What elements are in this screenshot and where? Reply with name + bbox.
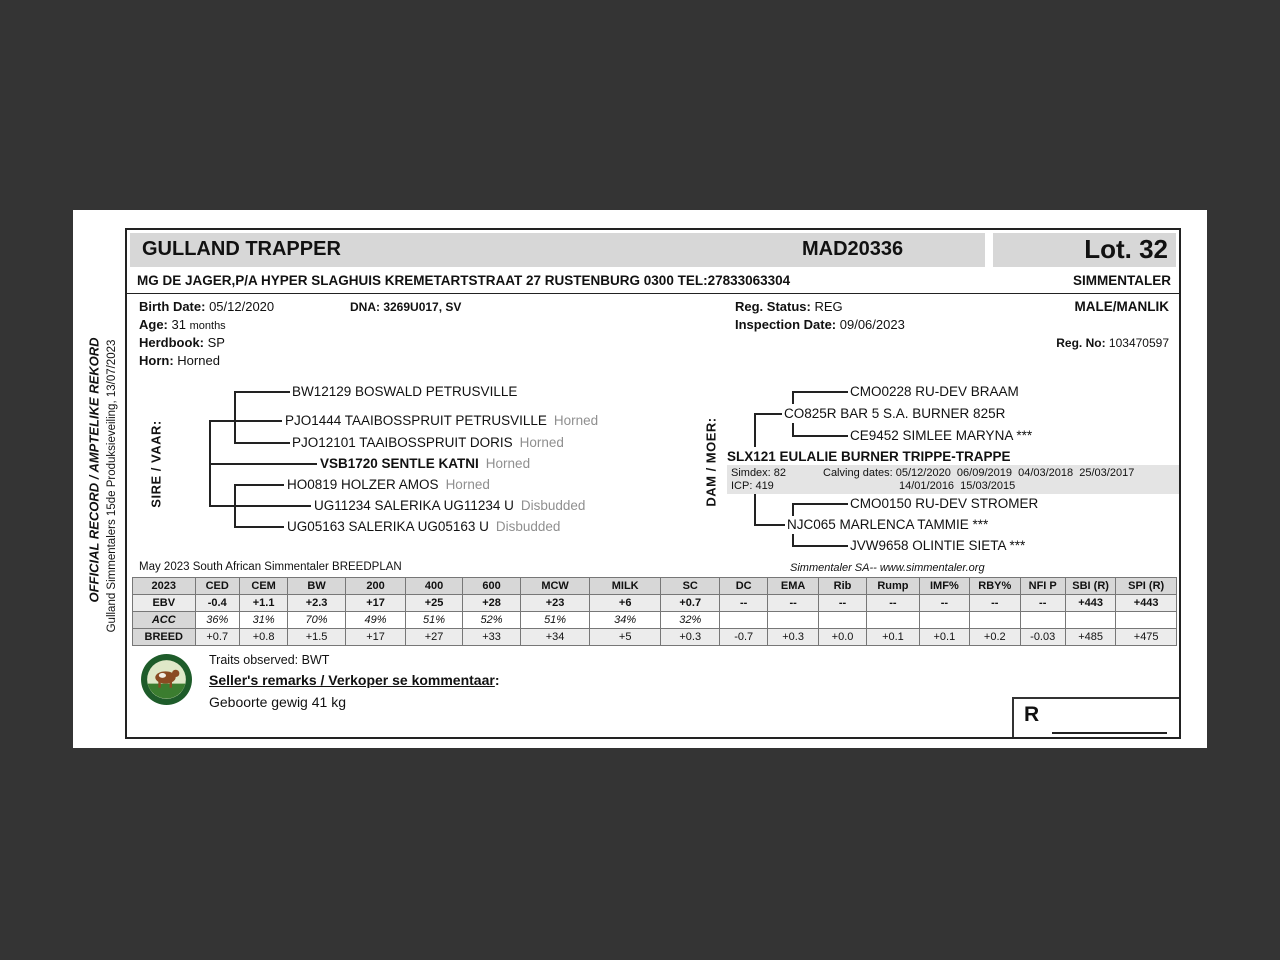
breedplan-col-DC: DC [719,578,767,595]
breedplan-col-2023: 2023 [133,578,196,595]
breedplan-row-BREED [133,629,1177,646]
animal-name: CE9452 SIMLEE MARYNA *** [850,428,1033,443]
animal-name: BW12129 BOSWALD PETRUSVILLE [292,384,518,399]
breedplan-cell [768,612,818,629]
breedplan-col-SBI-R-: SBI (R) [1065,578,1115,595]
breedplan-col-200: 200 [345,578,406,595]
breedplan-cell: +0.7 [195,629,239,646]
horn-status: Disbudded [520,498,586,513]
pedigree-entry [314,498,585,513]
dam-info-box [727,465,1179,494]
animal-name-title: GULLAND TRAPPER [142,238,341,260]
pedigree-entry [285,413,598,428]
breedplan-row-label: EBV [133,595,196,612]
price-box [1012,697,1179,737]
horn-status: Disbudded [495,519,561,534]
breedplan-cell: +33 [462,629,521,646]
breedplan-cell: 31% [239,612,287,629]
breedplan-cell: -- [1020,595,1065,612]
breedplan-col-Rump: Rump [867,578,919,595]
pedigree-entry [850,428,1032,443]
breedplan-cell: 51% [521,612,590,629]
animal-name: HO0819 HOLZER AMOS [287,477,439,492]
pedigree-entry-dam [727,449,1011,464]
breedplan-col-RBY-: RBY% [970,578,1020,595]
reg-no-value: 103470597 [1108,336,1169,350]
breedplan-cell: -0.4 [195,595,239,612]
breedplan-cell: -- [719,595,767,612]
age-value: 31 [171,317,186,332]
owner-contact: MG DE JAGER,P/A HYPER SLAGHUIS KREMETARTSTRAAT 27 RUSTENBURG 0300 TEL:27833063304 [137,273,791,288]
breedplan-cell: +0.8 [239,629,287,646]
reg-no [1056,336,1169,350]
breedplan-cell [919,612,969,629]
breedplan-cell: +27 [406,629,462,646]
breedplan-source: Simmentaler SA-- www.simmentaler.org [790,562,985,574]
calving-dates-line2: 14/01/2016 15/03/2015 [899,480,1016,492]
traits-observed: Traits observed: BWT [209,653,330,667]
breedplan-col-NFI-P: NFI P [1020,578,1065,595]
breedplan-cell: 49% [345,612,406,629]
breedplan-cell [818,612,866,629]
breedplan-cell: -0.03 [1020,629,1065,646]
breedplan-cell: +1.5 [288,629,345,646]
breedplan-cell: +1.1 [239,595,287,612]
age-label: Age: [139,317,168,332]
breedplan-row-EBV [133,595,1177,612]
pedigree-entry [784,406,1005,421]
herdbook-value: SP [207,335,225,350]
sire-section-label: SIRE / VAAR: [148,420,164,508]
breedplan-cell: +5 [589,629,661,646]
breedplan-cell: +0.3 [768,629,818,646]
breedplan-cell: 51% [406,612,462,629]
simdex-value: Simdex: 82 [731,467,787,479]
breedplan-row-ACC [133,612,1177,629]
auction-side-text: Gulland Simmentalers 15de Produksieveiling, 13/07/2023 [106,339,118,633]
pedigree-entry [287,519,560,534]
breedplan-cell: +443 [1065,595,1115,612]
horn-label: Horn: [139,353,174,368]
breedplan-col-BW: BW [288,578,345,595]
inspection-date-value: 09/06/2023 [839,317,905,332]
breedplan-cell: +0.0 [818,629,866,646]
breedplan-row-label: ACC [133,612,196,629]
birth-date-label: Birth Date: [139,299,206,314]
breedplan-cell: +0.3 [661,629,720,646]
breedplan-cell: 32% [661,612,720,629]
breedplan-cell: -- [768,595,818,612]
record-card [73,210,1207,748]
price-blank-line [1052,732,1167,734]
breedplan-table [132,577,1177,646]
birth-date-value: 05/12/2020 [209,299,275,314]
horn-status: Horned [553,413,599,428]
birth-date [139,299,274,314]
breedplan-cell: -- [818,595,866,612]
breedplan-cell [1116,612,1177,629]
horn-status: Horned [445,477,490,492]
breedplan-cell: +0.7 [661,595,720,612]
breedplan-cell: +2.3 [288,595,345,612]
inspection-date [735,317,905,332]
pedigree-entry-sire [320,456,530,471]
breedplan-cell: +0.1 [867,629,919,646]
reg-status-label: Reg. Status: [735,299,811,314]
age [139,317,226,332]
lot-number: Lot. 32 [1084,234,1168,264]
dam-section-label: DAM / MOER: [703,417,719,507]
breedplan-cell: +17 [345,595,406,612]
breedplan-cell: +6 [589,595,661,612]
breedplan-cell: -0.7 [719,629,767,646]
breedplan-cell: -- [867,595,919,612]
calving-dates-line1: Calving dates: 05/12/2020 06/09/2019 04/03/2018 25/03/2017 [823,467,1135,479]
pedigree-entry [292,435,564,450]
animal-name: CO825R BAR 5 S.A. BURNER 825R [784,406,1006,421]
breedplan-cell: +28 [462,595,521,612]
breedplan-cell [719,612,767,629]
breedplan-cell: +25 [406,595,462,612]
breedplan-col-SPI-R-: SPI (R) [1116,578,1177,595]
animal-name: CMO0150 RU-DEV STROMER [850,496,1039,511]
dna-info: DNA: 3269U017, SV [350,300,462,314]
breedplan-cell: -- [970,595,1020,612]
breedplan-col-MILK: MILK [589,578,661,595]
breedplan-body [133,595,1177,646]
breedplan-cell: +475 [1116,629,1177,646]
inspection-date-label: Inspection Date: [735,317,837,332]
breedplan-cell [867,612,919,629]
breedplan-col-SC: SC [661,578,720,595]
seller-remarks-text: Geboorte gewig 41 kg [209,694,346,710]
animal-name: CMO0228 RU-DEV BRAAM [850,384,1019,399]
pedigree-entry [292,384,524,399]
breedplan-cell: +17 [345,629,406,646]
animal-name: NJC065 MARLENCA TAMMIE *** [787,517,989,532]
breedplan-cell [970,612,1020,629]
breed-name: SIMMENTALER [1073,273,1171,288]
reg-status [735,299,843,314]
breedplan-row-label: BREED [133,629,196,646]
animal-name: PJO12101 TAAIBOSSPRUIT DORIS [292,435,513,450]
animal-name: UG05163 SALERIKA UG05163 U [287,519,489,534]
animal-name: JVW9658 OLINTIE SIETA *** [850,538,1026,553]
breedplan-cell: +23 [521,595,590,612]
document-header [130,233,1176,267]
sex-label: MALE/MANLIK [1074,299,1169,314]
breedplan-cell: +0.2 [970,629,1020,646]
breedplan-cell: +0.1 [919,629,969,646]
horn [139,353,220,368]
horn-value: Horned [177,353,220,368]
horn-status: Horned [519,435,564,450]
breedplan-col-Rib: Rib [818,578,866,595]
reg-no-label: Reg. No: [1056,336,1106,350]
seller-remarks-label: Seller's remarks / Verkoper se kommentaar: [209,672,500,688]
currency-label: R [1024,703,1040,726]
breedplan-header-row [133,578,1177,595]
breedplan-cell: 70% [288,612,345,629]
icp-value: ICP: 419 [731,480,774,492]
breedplan-cell: +485 [1065,629,1115,646]
animal-name: PJO1444 TAAIBOSSPRUIT PETRUSVILLE [285,413,547,428]
breedplan-col-400: 400 [406,578,462,595]
owner-row [127,270,1179,294]
breedplan-cell: 52% [462,612,521,629]
herdbook-label: Herdbook: [139,335,204,350]
breedplan-cell [1020,612,1065,629]
horn-status: Horned [485,456,531,471]
pedigree-entry [850,538,1025,553]
breedplan-cell [1065,612,1115,629]
pedigree-entry [850,496,1038,511]
pedigree-entry [287,477,490,492]
breedplan-col-600: 600 [462,578,521,595]
pedigree-document [125,228,1181,739]
breedplan-col-CEM: CEM [239,578,287,595]
breedplan-cell: +34 [521,629,590,646]
animal-id: MAD20336 [802,238,904,260]
official-record-side-text: OFFICIAL RECORD / AMPTELIKE REKORD [86,337,102,603]
breedplan-col-MCW: MCW [521,578,590,595]
breedplan-cell: -- [919,595,969,612]
breedplan-cell: 34% [589,612,661,629]
animal-name: UG11234 SALERIKA UG11234 U [314,498,514,513]
animal-name: SLX121 EULALIE BURNER TRIPPE-TRAPPE [727,449,1011,464]
breedplan-title: May 2023 South African Simmentaler BREEDPLAN [139,561,402,573]
animal-name: VSB1720 SENTLE KATNI [320,456,479,471]
breedplan-col-CED: CED [195,578,239,595]
reg-status-value: REG [814,299,843,314]
herdbook [139,335,225,350]
breedplan-col-EMA: EMA [768,578,818,595]
pedigree-entry [787,517,988,532]
breedplan-cell: 36% [195,612,239,629]
breedplan-col-IMF-: IMF% [919,578,969,595]
simmentaler-logo [140,653,193,706]
age-unit: months [189,320,226,332]
breedplan-cell: +443 [1116,595,1177,612]
pedigree-entry [850,384,1019,399]
